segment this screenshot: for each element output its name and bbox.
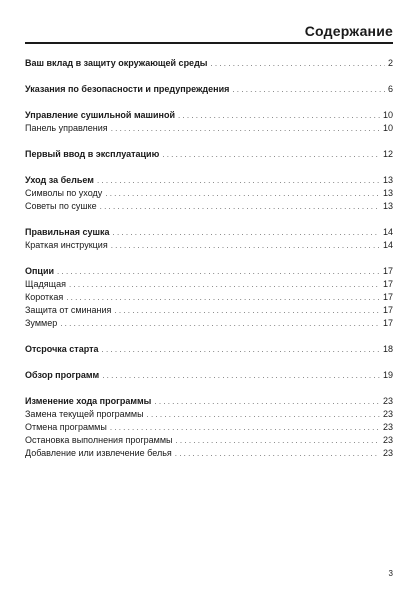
toc-entry-label: Изменение хода программы [25, 396, 152, 406]
toc-heading-entry[interactable] [25, 226, 393, 239]
toc-subentry[interactable] [25, 200, 393, 213]
toc-entry-label: Уход за бельем [25, 175, 94, 185]
toc-heading-entry[interactable] [25, 395, 393, 408]
header-rule [25, 42, 393, 44]
toc-entry-page: 13 [382, 188, 393, 198]
toc-subentry[interactable] [25, 408, 393, 421]
toc-entry-page: 17 [382, 266, 393, 276]
toc-entry-page: 14 [382, 227, 393, 237]
dot-leader [97, 174, 380, 187]
toc-entry-label: Ваш вклад в защиту окружающей среды [25, 58, 208, 68]
toc-section [25, 395, 393, 460]
dot-leader [105, 187, 380, 200]
toc-subentry[interactable] [25, 278, 393, 291]
toc-subentry[interactable] [25, 187, 393, 200]
toc-entry-page: 17 [382, 279, 393, 289]
dot-leader [210, 57, 385, 70]
toc-entry-page: 14 [382, 240, 393, 250]
toc-entry-page: 2 [387, 58, 393, 68]
toc-entry-label: Защита от сминания [25, 305, 112, 315]
dot-leader [154, 395, 380, 408]
dot-leader [232, 83, 385, 96]
toc-entry-page: 19 [382, 370, 393, 380]
toc-heading-entry[interactable] [25, 265, 393, 278]
toc-entry-page: 10 [382, 110, 393, 120]
toc-entry-label: Остановка выполнения программы [25, 435, 173, 445]
toc-entry-label: Зуммер [25, 318, 58, 328]
toc-entry-label: Первый ввод в эксплуатацию [25, 149, 160, 159]
toc-entry-label: Правильная сушка [25, 227, 110, 237]
dot-leader [102, 369, 380, 382]
dot-leader [178, 109, 380, 122]
toc-entry-page: 10 [382, 123, 393, 133]
toc-entry-page: 13 [382, 201, 393, 211]
toc-entry-label: Отсрочка старта [25, 344, 99, 354]
toc-entry-label: Опции [25, 266, 55, 276]
dot-leader [175, 447, 380, 460]
toc-entry-label: Щадящая [25, 279, 66, 289]
toc-subentry[interactable] [25, 447, 393, 460]
toc-entry-page: 23 [382, 396, 393, 406]
toc-entry-page: 13 [382, 175, 393, 185]
page-title: Содержание [304, 23, 393, 39]
toc-section [25, 148, 393, 161]
toc-entry-page: 17 [382, 292, 393, 302]
toc-heading-entry[interactable] [25, 148, 393, 161]
toc-entry-page: 23 [382, 435, 393, 445]
toc-heading-entry[interactable] [25, 57, 393, 70]
toc-section [25, 343, 393, 356]
toc-entry-label: Добавление или извлечение белья [25, 448, 172, 458]
toc-entry-label: Замена текущей программы [25, 409, 144, 419]
toc-entry-label: Отмена программы [25, 422, 107, 432]
toc-entry-page: 17 [382, 305, 393, 315]
dot-leader [175, 434, 380, 447]
toc-subentry[interactable] [25, 434, 393, 447]
toc-section [25, 174, 393, 213]
page-number: 3 [388, 569, 393, 578]
toc-entry-page: 23 [382, 422, 393, 432]
dot-leader [69, 278, 380, 291]
toc-entry-page: 6 [387, 84, 393, 94]
toc-heading-entry[interactable] [25, 109, 393, 122]
toc-subentry[interactable] [25, 122, 393, 135]
toc-entry-label: Короткая [25, 292, 64, 302]
table-of-contents [25, 57, 393, 473]
toc-entry-label: Символы по уходу [25, 188, 103, 198]
toc-entry-label: Указания по безопасности и предупреждения [25, 84, 230, 94]
dot-leader [100, 200, 380, 213]
toc-subentry[interactable] [25, 421, 393, 434]
toc-section [25, 369, 393, 382]
toc-section [25, 57, 393, 70]
toc-section [25, 226, 393, 252]
toc-entry-page: 12 [382, 149, 393, 159]
toc-entry-label: Панель управления [25, 123, 108, 133]
toc-subentry[interactable] [25, 291, 393, 304]
toc-entry-label: Обзор программ [25, 370, 100, 380]
dot-leader [162, 148, 380, 161]
toc-entry-label: Советы по сушке [25, 201, 97, 211]
toc-heading-entry[interactable] [25, 369, 393, 382]
toc-subentry[interactable] [25, 239, 393, 252]
toc-entry-page: 17 [382, 318, 393, 328]
dot-leader [113, 226, 380, 239]
toc-entry-page: 18 [382, 344, 393, 354]
dot-leader [66, 291, 380, 304]
toc-heading-entry[interactable] [25, 343, 393, 356]
toc-heading-entry[interactable] [25, 83, 393, 96]
toc-entry-page: 23 [382, 409, 393, 419]
dot-leader [147, 408, 380, 421]
toc-section [25, 83, 393, 96]
toc-subentry[interactable] [25, 317, 393, 330]
dot-leader [111, 122, 380, 135]
toc-entry-label: Управление сушильной машиной [25, 110, 175, 120]
dot-leader [102, 343, 380, 356]
dot-leader [114, 304, 380, 317]
toc-heading-entry[interactable] [25, 174, 393, 187]
toc-subentry[interactable] [25, 304, 393, 317]
dot-leader [111, 239, 380, 252]
dot-leader [57, 265, 380, 278]
toc-section [25, 109, 393, 135]
toc-entry-label: Краткая инструкция [25, 240, 108, 250]
dot-leader [60, 317, 380, 330]
toc-entry-page: 23 [382, 448, 393, 458]
dot-leader [110, 421, 380, 434]
toc-section [25, 265, 393, 330]
